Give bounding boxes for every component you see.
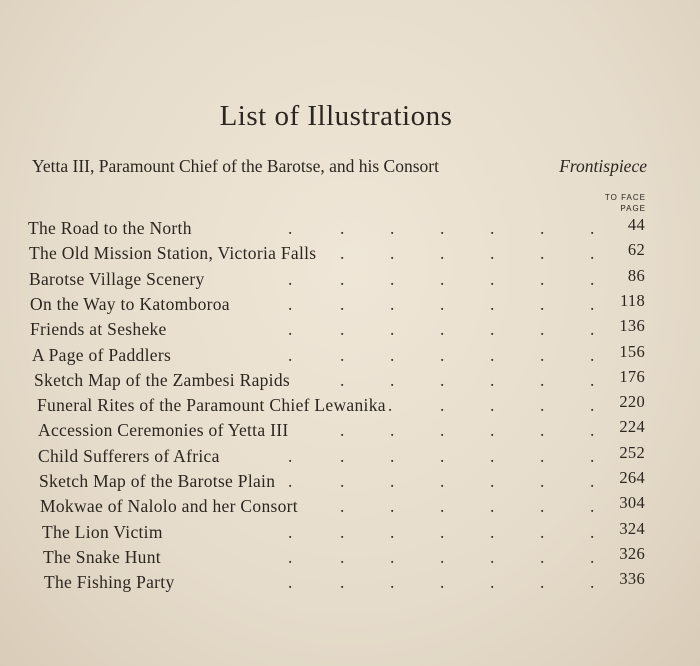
illustration-page-number: 176 xyxy=(619,366,645,386)
leader-dot: . xyxy=(490,395,495,416)
list-item xyxy=(30,316,650,343)
leader-dot: . xyxy=(390,572,395,593)
illustration-page-number: 252 xyxy=(619,442,645,462)
list-item xyxy=(38,417,650,444)
leader-dot: . xyxy=(490,293,495,314)
leader-dot: . xyxy=(490,369,495,390)
illustration-page-number: 44 xyxy=(627,215,645,234)
leader-dot: . xyxy=(490,546,495,567)
illustration-page-number: 62 xyxy=(627,240,645,260)
illustration-page-number: 136 xyxy=(619,316,645,336)
list-item xyxy=(28,215,650,242)
leader-dot: . xyxy=(340,268,345,289)
leader-dot: . xyxy=(390,369,395,390)
illustration-page-number: 326 xyxy=(619,543,645,563)
leader-dot: . xyxy=(540,344,545,365)
leader-dot: . xyxy=(440,546,445,567)
leader-dot: . xyxy=(540,471,545,491)
leader-dot: . xyxy=(340,471,345,491)
leader-dot: . xyxy=(288,572,293,593)
leader-dot: . xyxy=(440,344,445,365)
leader-dot: . xyxy=(440,319,445,340)
list-item xyxy=(44,569,650,596)
leader-dot: . xyxy=(390,293,395,314)
leader-dot: . xyxy=(590,319,595,340)
leader-dot: . xyxy=(490,521,495,542)
illustration-title: Sketch Map of the Zambesi Rapids xyxy=(34,369,291,390)
leader-dot: . xyxy=(340,293,345,314)
illustration-page-number: 224 xyxy=(619,417,645,437)
leader-dot: . xyxy=(288,319,293,340)
list-item xyxy=(29,240,650,267)
leader-dot: . xyxy=(390,218,395,238)
leader-dot: . xyxy=(540,572,545,593)
illustration-title: Child Sufferers of Africa xyxy=(38,445,220,466)
leader-dot: . xyxy=(340,319,345,340)
leader-dot: . xyxy=(288,268,293,289)
leader-dot: . xyxy=(340,369,345,390)
illustration-title: Friends at Sesheke xyxy=(30,319,167,340)
illustration-title: The Fishing Party xyxy=(44,572,175,593)
leader-dot: . xyxy=(390,344,395,365)
leader-dot: . xyxy=(440,471,445,491)
column-header-line1: TO FACE xyxy=(604,193,646,202)
leader-dot: . xyxy=(390,496,395,517)
leader-dot: . xyxy=(288,521,293,542)
illustration-page-number: 156 xyxy=(619,341,645,361)
illustration-page-number: 220 xyxy=(619,392,645,412)
leader-dot: . xyxy=(490,218,495,238)
leader-dot: . xyxy=(490,319,495,340)
leader-dot: . xyxy=(490,243,495,264)
leader-dot: . xyxy=(390,420,395,441)
leader-dot: . xyxy=(340,572,345,593)
leader-dot: . xyxy=(340,218,345,238)
leader-dot: . xyxy=(490,420,495,441)
leader-dot: . xyxy=(540,369,545,390)
leader-dot: . xyxy=(490,572,495,593)
leader-dot: . xyxy=(490,445,495,466)
list-item xyxy=(43,543,650,571)
leader-dot: . xyxy=(440,420,445,441)
illustration-page-number: 336 xyxy=(619,569,645,589)
leader-dot: . xyxy=(590,546,595,567)
illustration-title: Funeral Rites of the Paramount Chief Lewanika xyxy=(37,395,386,416)
leader-dot: . xyxy=(590,293,595,314)
leader-dot: . xyxy=(590,395,595,416)
leader-dot: . xyxy=(590,445,595,466)
list-item xyxy=(38,442,650,470)
leader-dot: . xyxy=(390,445,395,466)
leader-dot: . xyxy=(390,319,395,340)
leader-dot: . xyxy=(340,243,345,264)
leader-dot: . xyxy=(440,243,445,264)
leader-dot: . xyxy=(440,496,445,517)
leader-dot: . xyxy=(440,521,445,542)
list-item xyxy=(37,392,650,419)
leader-dot: . xyxy=(590,521,595,542)
leader-dot: . xyxy=(440,572,445,593)
column-header-line2: PAGE xyxy=(620,204,646,213)
leader-dot: . xyxy=(390,268,395,289)
illustration-page-number: 118 xyxy=(619,290,645,310)
illustration-title: A Page of Paddlers xyxy=(32,344,172,365)
illustration-title: The Old Mission Station, Victoria Falls xyxy=(29,243,317,264)
list-item xyxy=(29,265,650,293)
list-item xyxy=(34,366,650,394)
leader-dot: . xyxy=(590,496,595,517)
leader-dot: . xyxy=(288,445,293,466)
illustration-title: The Road to the North xyxy=(28,218,192,238)
leader-dot: . xyxy=(590,471,595,491)
leader-dot: . xyxy=(540,395,545,416)
illustration-title: Sketch Map of the Barotse Plain xyxy=(39,471,276,491)
leader-dot: . xyxy=(540,521,545,542)
list-item xyxy=(32,341,650,369)
leader-dot: . xyxy=(288,218,293,238)
illustration-title: On the Way to Katomboroa xyxy=(30,293,230,314)
leader-dot: . xyxy=(590,218,595,238)
illustration-title: The Lion Victim xyxy=(42,521,163,542)
leader-dot: . xyxy=(440,395,445,416)
leader-dot: . xyxy=(340,420,345,441)
illustration-page-number: 324 xyxy=(619,518,645,538)
leader-dot: . xyxy=(387,395,393,416)
leader-dot: . xyxy=(590,268,595,289)
leader-dot: . xyxy=(390,471,395,491)
leader-dot: . xyxy=(390,521,395,542)
list-item xyxy=(39,468,650,495)
leader-dot: . xyxy=(340,445,345,466)
leader-dot: . xyxy=(490,344,495,365)
leader-dot: . xyxy=(540,293,545,314)
leader-dot: . xyxy=(540,243,545,264)
leader-dot: . xyxy=(340,521,345,542)
leader-dot: . xyxy=(490,268,495,289)
leader-dot: . xyxy=(540,420,545,441)
leader-dot: . xyxy=(540,268,545,289)
illustration-page-number: 86 xyxy=(627,265,645,285)
illustration-title: Mokwae of Nalolo and her Consort xyxy=(40,496,298,517)
leader-dot: . xyxy=(590,369,595,390)
leader-dot: . xyxy=(490,471,495,491)
leader-dot: . xyxy=(390,243,395,264)
leader-dot: . xyxy=(340,344,345,365)
leader-dot: . xyxy=(440,218,445,238)
frontispiece-entry xyxy=(32,156,647,177)
list-item xyxy=(42,518,650,546)
leader-dot: . xyxy=(540,319,545,340)
leader-dot: . xyxy=(590,344,595,365)
illustration-title: Accession Ceremonies of Yetta III xyxy=(38,420,289,441)
leader-dot: . xyxy=(540,445,545,466)
leader-dot: . xyxy=(540,546,545,567)
frontispiece-caption: Yetta III, Paramount Chief of the Barotse, and his Consort xyxy=(32,156,439,176)
leader-dot: . xyxy=(288,546,293,567)
page-title: List of Illustrations xyxy=(219,100,453,132)
leader-dot: . xyxy=(490,496,495,517)
leader-dot: . xyxy=(540,218,545,238)
illustration-title: The Snake Hunt xyxy=(43,546,161,567)
illustration-page-number: 264 xyxy=(619,468,645,487)
leader-dot: . xyxy=(288,293,293,314)
leader-dot: . xyxy=(440,369,445,390)
leader-dot: . xyxy=(390,546,395,567)
leader-dot: . xyxy=(440,268,445,289)
leader-dot: . xyxy=(340,496,345,517)
illustration-page-number: 304 xyxy=(619,493,645,513)
frontispiece-tag: Frontispiece xyxy=(559,156,647,176)
leader-dot: . xyxy=(590,243,595,264)
leader-dot: . xyxy=(288,344,293,365)
leader-dot: . xyxy=(440,293,445,314)
illustration-title: Barotse Village Scenery xyxy=(29,268,205,289)
leader-dot: . xyxy=(440,445,445,466)
leader-dot: . xyxy=(590,572,595,593)
leader-dot: . xyxy=(340,546,345,567)
page-column-header xyxy=(605,192,646,214)
leader-dot: . xyxy=(590,420,595,441)
list-item xyxy=(30,290,650,318)
list-item xyxy=(40,493,650,520)
leader-dot: . xyxy=(540,496,545,517)
leader-dot: . xyxy=(288,471,293,491)
